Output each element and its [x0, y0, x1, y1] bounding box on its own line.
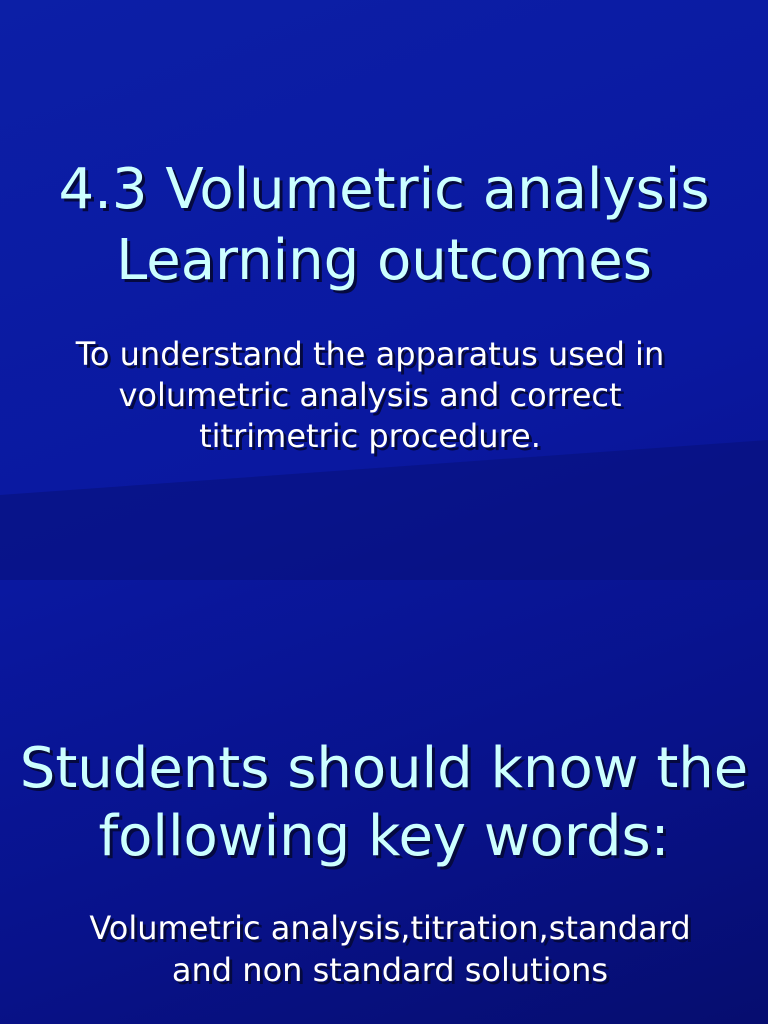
slide-title-line1: 4.3 Volumetric analysis	[58, 157, 710, 222]
keywords-text: Volumetric analysis,titration,standard and non standard solutions	[89, 909, 691, 989]
keywords-heading: Students should know the following key words:	[19, 736, 749, 869]
background-wedge	[0, 440, 768, 580]
learning-outcome-text: To understand the apparatus used in volumetric analysis and correct titrimetric procedure.	[75, 335, 665, 455]
slide-title-line2: Learning outcomes	[116, 228, 652, 293]
